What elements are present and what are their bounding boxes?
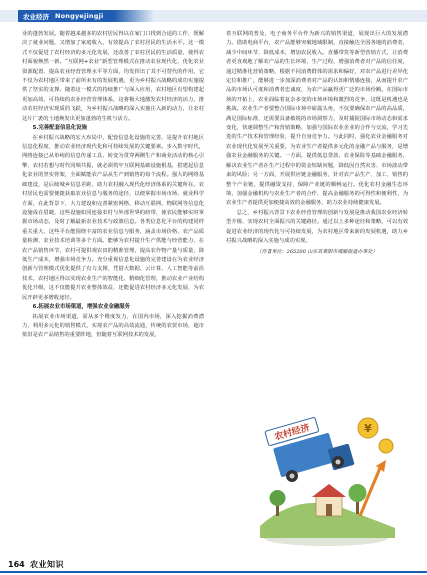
left-column [22, 30, 204, 341]
header-fade [114, 10, 154, 22]
coin-symbol: ¥ [364, 422, 372, 435]
footer-rule [0, 571, 427, 573]
author-affiliation: （作者单位：265200 山东省莱阳市城厢街道办事处） [256, 249, 378, 256]
journal-name: 农业知识 [30, 560, 64, 569]
section-title-cn: 农业经济 [23, 12, 49, 21]
heading-5: 5.完善配套信息化设施 [32, 125, 87, 132]
house-icon [312, 484, 346, 516]
section-title-en: Nongyejingji [55, 12, 104, 20]
right-paragraph-1: 着互联网的普及，电子商务平台作为新兴的销售渠道，展现出巨大的发展潜力。借助电商平台，农产品能够突破地域限制，直接触达全国各地的消费者，减少中间环节，降低成本，增加农民收入。直播带货等新型营销方式，让消费者更直观地了解农产品的生长环境、生产过程，增强消费者对产品的信任度，通过精准化营销策略，根据不同消费群体的需求和偏好，对农产品进行差异化定位和推广，能够进一步加深消费者对产品的认知和情感连接，从而提升农产品的市场认可度和消费者忠诚度，为农产品赢得更广泛的市场份额。在国际市场的开拓上，农业面临着复杂多变的市场环境和激烈的竞争，这既是机遇也是挑战。农业生产者要整合国际市场中崭露头角，不仅要确保农产品的高品质，满足国际标准，还需要具备敏锐的市场洞察力，及时捕捉国际市场动态和需求变化，快速调整生产和营销策略，加强与国际农业企业的合作与交流，学习先进的生产技术和管理经验，提升自身竞争力。与此同时，强化农业金融服务对农业现代化发展至关重要，为农业生产者提供多元化的金融产品与服务，是增强农业金融服务的关键。一方面，提供低息贷款、农业保险等基础金融服务，解决农业生产者在生产过程中的资金短缺问题，降低因自然灾害、市场波动带来的风险；另一方面，开展供应链金融服务，针对农产品生产、加工、销售的整个产业链，提供融资支持，保障产业链的顺畅运行。优化农村金融生态环境，加强金融机构与农业生产者的合作，提高金融服务的可得性和便利性，为农业生产者提供更加便捷高效的金融服务，助力农业持续健康发展。 [226, 31, 408, 207]
left-paragraph-1: 业的蓬勃发展。随着越来越多的农村居民得以在家门口找到合适的工作，既解决了就业问题，又增加了家庭收入，有效提高了农村居民的生活水平。这一模式不仅促进了农村经济的多元化发展，还改善了农村居民的生活质量，使得农村面貌焕然一新。“互联网+农业”新型管理模式在推动农业现代化、优化农业资源配置、提高农业经营管理水平等方面，均发挥出了其不可替代的作用，它不仅为农村地区带来了前所未有的发展机遇，更为乡村振兴战略的成功实施提供了坚实的支撑。随着这一模式的持续推广与深入应用，农村地区有望构建起更加高效、可持续的农业经营管理体系，这将极大地激发农村经济的活力，推动农村经济实现质的飞跃，为乡村振兴战略的深入实施注入新的动力，让农村这片广袤的土地焕发出更加蓬勃的生机与活力。 [22, 31, 204, 122]
left-paragraph-3: 拓展农业市场渠道，需从多个维度发力，在国内市场，深入挖掘消费潜力，利用多元化的销售模式，实现农产品的高效流通，传统的农贸市场，超市依旧是农产品销售的重要阵地，但随着互联网技术的发展， [22, 313, 204, 339]
rural-economy-illustration [230, 398, 408, 558]
coin-icon [358, 418, 378, 438]
page-number: 164 [8, 560, 25, 569]
right-column [226, 30, 408, 258]
banner-text: 农村经济 [273, 423, 311, 443]
heading-6: 6.拓展农业市场渠道，增强农业金融服务 [32, 303, 131, 310]
section-header [18, 10, 114, 22]
left-paragraph-2: 在乡村振兴战略的宏大布局中，配套信息化设施的完善，是提升农村地区信息化程度、推动农业经济现代化和可持续发展的关键要素。步入数字时代，网络连接已从单纯的信息传递工具，转变为贯穿两侧生产和商业活动的核心引擎，农村若想与时代同频共振，就必须筑牢互联网基础设施根基，搭建起信息化农业的坚实骨架，全面赋能农产品从生产到销售的每个流程。强大的网络基础建设，是后续城乡信息差距、助力农村融入现代化经济体系的关键所在。农村居民也需要便捷获取农业信息与服务的途径，以便掌握市场市场、就业科学方面，在此背景下，大力建设和完善紧密网格、移动互联网、物联网等信息化设施成在眉睫，这些设施如同连接农村与外部世界的纽带，使农民能够实时掌握市场动态，及时了解最新农业技术与政策信息。各类信息化平台的构建同样重关重大，这些平台能围绕丰富的农业信息与服务，涵盖市场价格、农产品质量检测、农业技术培训等多个方面。能够为农村提升生产供能与经营能力、在农产品销售环节，农村可提供观农田的精准管理，提高农作物产量与质量，降低生产成本，增强市场竞争力。充分重视信息化设施的完善建设在为农业经济创新与管理模式优化提供了有力支撑，凭借大数据、云计算、人工智能等前沿技术，农村地区得以实现农业生产的智能化、精细化管理，推动农业产业结构优化升级，这不仅能提升农业整体效益，还能促进农村经济多元化发展，为农民开辟更多增收途径。 [22, 134, 204, 301]
coin-icon [379, 439, 393, 453]
right-paragraph-2: 总之，乡村振兴背景下农业经营管理的创新与发展是推动我国农业经济转型升级、实现农村全面振兴的关键路径。通过以上多种途径和策略，可以有效促进农业经济的现代化与可持续发展，为农村地区带来新的发展机遇，助力乡村振兴战略的深入实施与成功实现。 [226, 209, 408, 244]
